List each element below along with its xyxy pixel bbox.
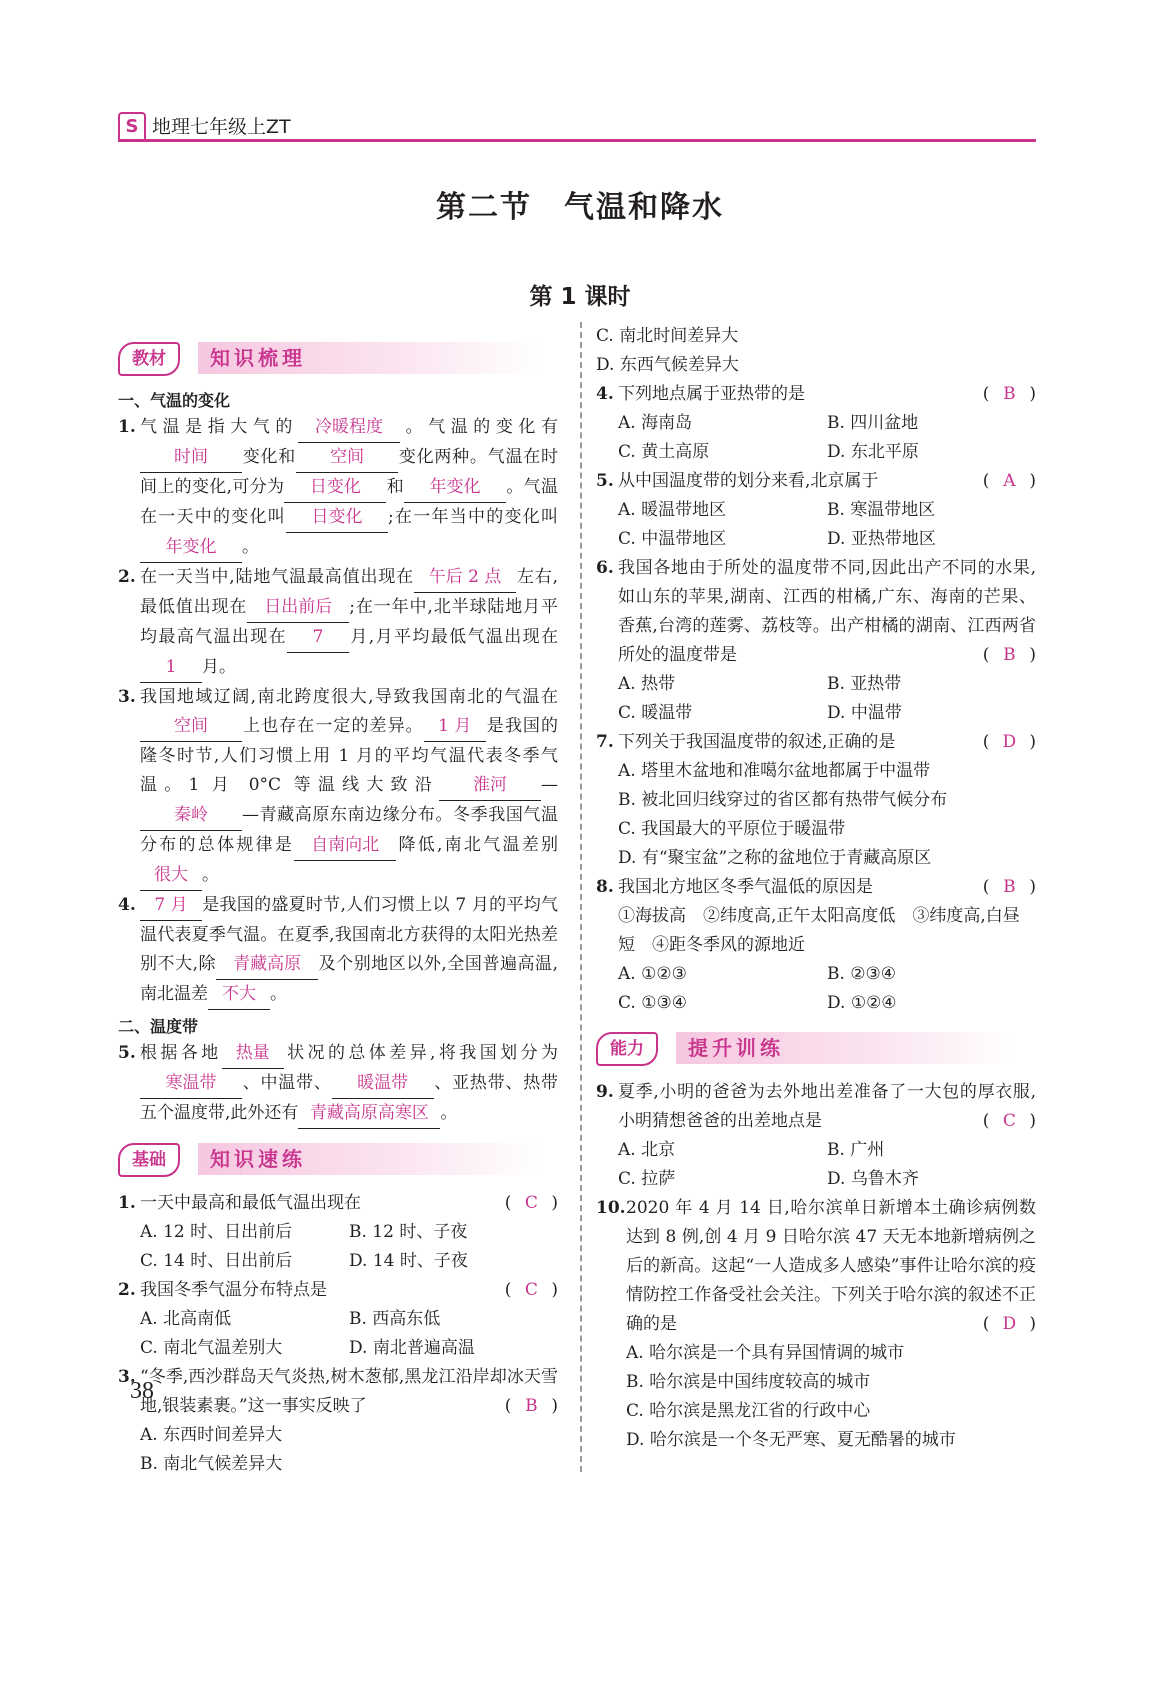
answer-blank: 时间 [140, 443, 242, 473]
answer-blank: 寒温带 [140, 1069, 242, 1099]
answer-paren: ( C ) [504, 1280, 558, 1300]
options-3b: C. 南北时间差异大 D. 东西气候差异大 [596, 326, 739, 375]
knowledge-item-3: 3. 我国地域辽阔,南北跨度很大,导致我国南北的气温在空间 上也存在一定的差异。 1 月 是我国的隆冬时节,人们习惯上用 1 月的平均气温代表冬季气温。1 月 0°C 等温线大致沿 淮河 —秦岭 —青藏高原东南边缘分布。冬季我国气温分布的总体规律是 自南向北 降低,南北气温差别很大 。 [118, 683, 558, 891]
subheading-temperature-change: 一、气温的变化 [118, 391, 231, 410]
answer-blank: 冷暖程度 [298, 413, 400, 443]
answer-paren: ( B ) [982, 877, 1036, 897]
banner-tag: 能力 [596, 1032, 658, 1066]
answer-blank: 热量 [222, 1039, 284, 1069]
answer-blank: 日变化 [286, 503, 388, 533]
answer-paren: ( B ) [982, 384, 1036, 404]
answer-blank: 年变化 [140, 533, 242, 563]
options-4: A. 海南岛 B. 四川盆地 C. 黄土高原 D. 东北平原 [618, 413, 919, 462]
answer-paren: ( D ) [982, 732, 1036, 752]
banner-ability-training [596, 1030, 1036, 1066]
header-rule [118, 139, 1036, 142]
right-column [596, 322, 1036, 1455]
answer-blank: 1 月 [424, 712, 486, 742]
options-3a: A. 东西时间差异大 B. 南北气候差异大 [140, 1425, 283, 1474]
question-5: 5. 从中国温度带的划分来看,北京属于 ( A ) [596, 467, 1036, 496]
question-9: 9. 夏季,小明的爸爸为去外地出差准备了一大包的厚衣服,小明猜想爸爸的出差地点是 ( C ) [596, 1078, 1036, 1136]
stems-8: ①海拔高 ②纬度高,正午太阳高度低 ③纬度高,白昼短 ④距冬季风的源地近 [618, 906, 1020, 955]
subheading-temperature-zones: 二、温度带 [118, 1017, 199, 1036]
answer-blank: 1 [140, 653, 202, 683]
answer-blank: 空间 [140, 712, 242, 742]
answer-blank: 日出前后 [247, 593, 349, 623]
answer-blank: 7 [287, 623, 349, 653]
banner-title: 提升训练 [676, 1032, 1018, 1064]
left-column [118, 336, 558, 1479]
question-8: 8. 我国北方地区冬季气温低的原因是 ( B ) [596, 873, 1036, 902]
column-divider [580, 322, 582, 1472]
options-7: A. 塔里木盆地和准噶尔盆地都属于中温带 B. 被北回归线穿过的省区都有热带气候分布 C. 我国最大的平原位于暖温带 D. 有“聚宝盆”之称的盆地位于青藏高原区 [618, 761, 948, 868]
banner-knowledge-review [118, 340, 558, 376]
banner-tag: 教材 [118, 342, 180, 376]
answer-blank: 年变化 [404, 473, 506, 503]
answer-paren: ( D ) [982, 1314, 1036, 1334]
banner-tag: 基础 [118, 1143, 180, 1177]
knowledge-item-4: 4. 7 月 是我国的盛夏时节,人们习惯上以 7 月的平均气温代表夏季气温。在夏季,我国南北方获得的太阳光热差别不大,除 青藏高原 及个别地区以外,全国普遍高温,南北温差 不大 。 [118, 891, 558, 1010]
options-6: A. 热带 B. 亚热带 C. 暖温带 D. 中温带 [618, 674, 902, 723]
question-6: 6. 我国各地由于所处的温度带不同,因此出产不同的水果,如山东的苹果,湖南、江西的柑橘,广东、海南的芒果、香蕉,台湾的莲雾、荔枝等。出产柑橘的湖南、江西两省所处的温度带是 ( B ) [596, 554, 1036, 670]
options-9: A. 北京 B. 广州 C. 拉萨 D. 乌鲁木齐 [618, 1140, 919, 1189]
answer-blank: 空间 [296, 443, 398, 473]
answer-blank: 日变化 [284, 473, 386, 503]
answer-paren: ( C ) [504, 1193, 558, 1213]
answer-paren: ( A ) [982, 471, 1036, 491]
knowledge-item-5: 5. 根据各地 热量 状况的总体差异,将我国划分为寒温带 、中温带、 暖温带 、亚热带、热带五个温度带,此外还有 青藏高原高寒区 。 [118, 1039, 558, 1129]
question-2: 2. 我国冬季气温分布特点是 ( C ) [118, 1276, 558, 1305]
answer-blank: 淮河 [439, 771, 541, 801]
options-10: A. 哈尔滨是一个具有异国情调的城市 B. 哈尔滨是中国纬度较高的城市 C. 哈尔滨是黑龙江省的行政中心 D. 哈尔滨是一个冬无严寒、夏无酷暑的城市 [626, 1343, 956, 1450]
options-8: A. ①②③ B. ②③④ C. ①③④ D. ①②④ [618, 964, 897, 1013]
answer-blank: 很大 [140, 861, 202, 891]
question-4: 4. 下列地点属于亚热带的是 ( B ) [596, 380, 1036, 409]
answer-blank: 自南向北 [294, 831, 396, 861]
answer-blank: 午后 2 点 [414, 563, 516, 593]
answer-blank: 7 月 [140, 891, 202, 921]
banner-title: 知识梳理 [198, 342, 540, 374]
answer-blank: 秦岭 [140, 801, 242, 831]
page-number: 38 [130, 1378, 154, 1404]
section-title: 第二节 气温和降水 [436, 190, 724, 225]
question-1: 1. 一天中最高和最低气温出现在 ( C ) [118, 1189, 558, 1218]
publisher-logo-icon: S [118, 112, 146, 142]
knowledge-item-2: 2. 在一天当中,陆地气温最高值出现在 午后 2 点 左右,最低值出现在 日出前后 ;在一年中,北半球陆地月平均最高气温出现在 7 月,月平均最低气温出现在1 月。 [118, 563, 558, 683]
banner-basic-practice [118, 1141, 558, 1177]
answer-paren: ( C ) [982, 1111, 1036, 1131]
options-5: A. 暖温带地区 B. 寒温带地区 C. 中温带地区 D. 亚热带地区 [618, 500, 936, 549]
options-1: A. 12 时、日出前后 B. 12 时、子夜 C. 14 时、日出前后 D. 14 时、子夜 [140, 1222, 468, 1271]
answer-blank: 青藏高原高寒区 [298, 1099, 440, 1129]
page-header [118, 108, 1036, 140]
answer-blank: 不大 [208, 980, 270, 1010]
question-10: 10. 2020 年 4 月 14 日,哈尔滨单日新增本土确诊病例数达到 8 例,创 4 月 9 日哈尔滨 47 天无本地新增病例之后的新高。这起“一人造成多人感染”事件让哈尔滨的疫情防控工作备受社会关注。下列关于哈尔滨的叙述不正确的是 ( D ) [596, 1194, 1036, 1339]
answer-blank: 暖温带 [332, 1069, 434, 1099]
lesson-title: 第 1 课时 [529, 284, 631, 310]
knowledge-item-1: 1. 气温是指大气的 冷暖程度 。气温的变化有时间 变化和 空间 变化两种。气温在时间上的变化,可分为 日变化 和 年变化 。气温在一天中的变化叫 日变化 ;在一年当中的变化叫年变化 。 [118, 413, 558, 563]
question-3: 3. “冬季,西沙群岛天气炎热,树木葱郁,黑龙江沿岸却冰天雪地,银装素裹。”这一事实反映了 ( B ) [118, 1363, 558, 1421]
banner-title: 知识速练 [198, 1143, 540, 1175]
answer-paren: ( B ) [504, 1396, 558, 1416]
book-title: 地理七年级上ZT [152, 116, 291, 138]
question-7: 7. 下列关于我国温度带的叙述,正确的是 ( D ) [596, 728, 1036, 757]
answer-blank: 青藏高原 [216, 950, 318, 980]
answer-paren: ( B ) [982, 645, 1036, 665]
options-2: A. 北高南低 B. 西高东低 C. 南北气温差别大 D. 南北普遍高温 [140, 1309, 475, 1358]
